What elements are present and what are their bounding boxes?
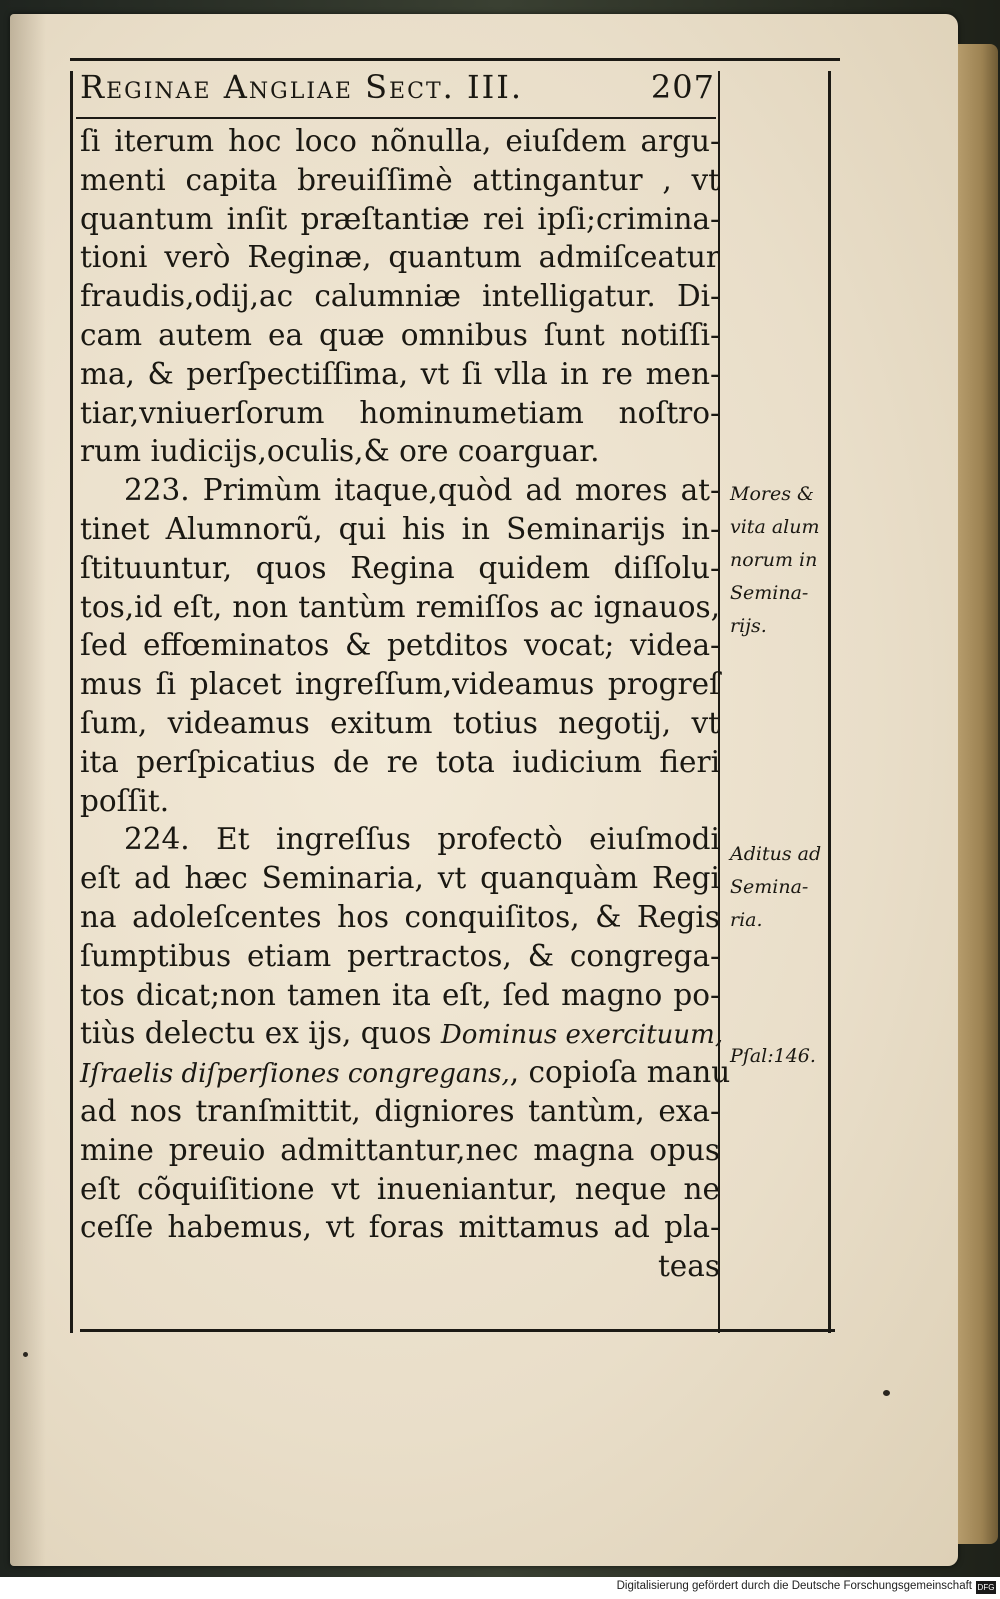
paragraph-223-start: 223. Primùm itaque,quòd ad mores at- (124, 473, 720, 508)
running-header (80, 68, 715, 116)
digitization-footer (0, 1577, 1000, 1599)
text-line: fraudis,odij,ac calumniæ intelligatur. Di- (80, 279, 720, 314)
text-line: tioni verò Reginæ, quantum admiſceatur (80, 240, 720, 275)
italic-run: Dominus exercituum, (440, 1020, 724, 1051)
margin-note-line: Mores & (730, 483, 814, 505)
margin-note-line: Semina- (730, 876, 809, 898)
frame-rule-right (828, 71, 831, 1333)
text-line: eſt ad hæc Seminaria, vt quanquàm Regi (80, 861, 720, 896)
text-line: rum iudicijs,oculis,& ore coarguar. (80, 434, 600, 469)
paragraph-224-start: 224. Et ingreſſus profectò eiuſmodi (124, 822, 720, 857)
page-fore-edge (958, 44, 998, 1544)
margin-note-psalm (730, 1040, 840, 1073)
text-line: ſum, videamus exitum totius negotij, vt (80, 705, 720, 740)
text-line: eſt cõquiſitione vt inueniantur, neque ne (80, 1171, 720, 1206)
footer-credit: Digitalisierung gefördert durch die Deutsche Forschungsgemeinschaft (616, 1580, 972, 1592)
margin-note-line: Pſal:146. (730, 1045, 816, 1067)
text-line: mine preuio admittantur,nec magna opus (80, 1132, 720, 1167)
text-line: tos,id eſt, non tantùm remiſſos ac ignauos, (80, 589, 720, 624)
italic-run: Iſraelis diſperſiones congregans, (80, 1059, 510, 1090)
text-line: na adoleſcentes hos conquiſitos, & Regis (80, 899, 720, 934)
margin-note-aditus (730, 838, 840, 937)
text-line: ceſſe habemus, vt foras mittamus ad pla- (80, 1210, 720, 1245)
margin-note-line: ria. (730, 909, 763, 931)
text-run: tiùs delectu ex ijs, quos (80, 1016, 432, 1051)
margin-note-line: Semina- (730, 582, 809, 604)
text-line: ma, & perſpectiſſima, vt ſi vlla in re men- (80, 356, 720, 391)
text-line-with-italic (80, 1014, 724, 1053)
text-line: ſtituuntur, quos Regina quidem diſſolu- (80, 550, 720, 585)
text-line: ad nos tranſmittit, digniores tantùm, exa- (80, 1093, 720, 1128)
text-line: tiar,vniuerſorum hominumetiam noſtro- (80, 395, 720, 430)
text-line: mus ſi placet ingreſſum,videamus progreſ (80, 667, 720, 702)
header-rule (76, 117, 716, 119)
margin-note-line: Aditus ad (730, 843, 822, 865)
main-text-block (80, 122, 731, 1286)
page-number: 207 (650, 68, 715, 106)
margin-note-line: rijs. (730, 615, 767, 637)
text-run: , copioſa manu (509, 1055, 731, 1090)
text-line: ita perſpicatius de re tota iudicium fieri (80, 744, 720, 779)
ink-spot (883, 1390, 890, 1396)
frame-rule-left (70, 71, 73, 1333)
page-gutter (10, 14, 46, 1566)
text-line: ſumptibus etiam pertractos, & congrega- (80, 938, 720, 973)
dfg-logo: DFG (977, 1583, 995, 1592)
text-line: menti capita breuiſſimè attingantur , vt (80, 162, 720, 197)
catchword: teas (657, 1249, 720, 1284)
text-line: ſi iterum hoc loco nõnulla, eiuſdem argu- (80, 124, 720, 158)
frame-rule-bottom (80, 1329, 835, 1332)
text-line: poſſit. (80, 783, 170, 818)
running-title: Reginae Angliae Sect. III. (80, 68, 524, 106)
text-line: tos dicat;non tamen ita eſt, ſed magno po- (80, 977, 720, 1012)
text-line: quantum inſit præſtantiæ rei ipſi;crimina- (80, 201, 720, 236)
margin-note-mores (730, 478, 840, 643)
ink-spot (23, 1352, 28, 1357)
text-line: ſed effœminatos & petditos vocat; videa- (80, 628, 720, 663)
text-line: tinet Alumnorũ, qui his in Seminarijs in- (80, 511, 720, 546)
margin-note-line: norum in (730, 549, 818, 571)
text-line: cam autem ea quæ omnibus ſunt notiſſi- (80, 317, 720, 352)
margin-note-line: vita alum (730, 516, 820, 538)
text-line-with-italic (80, 1053, 731, 1092)
